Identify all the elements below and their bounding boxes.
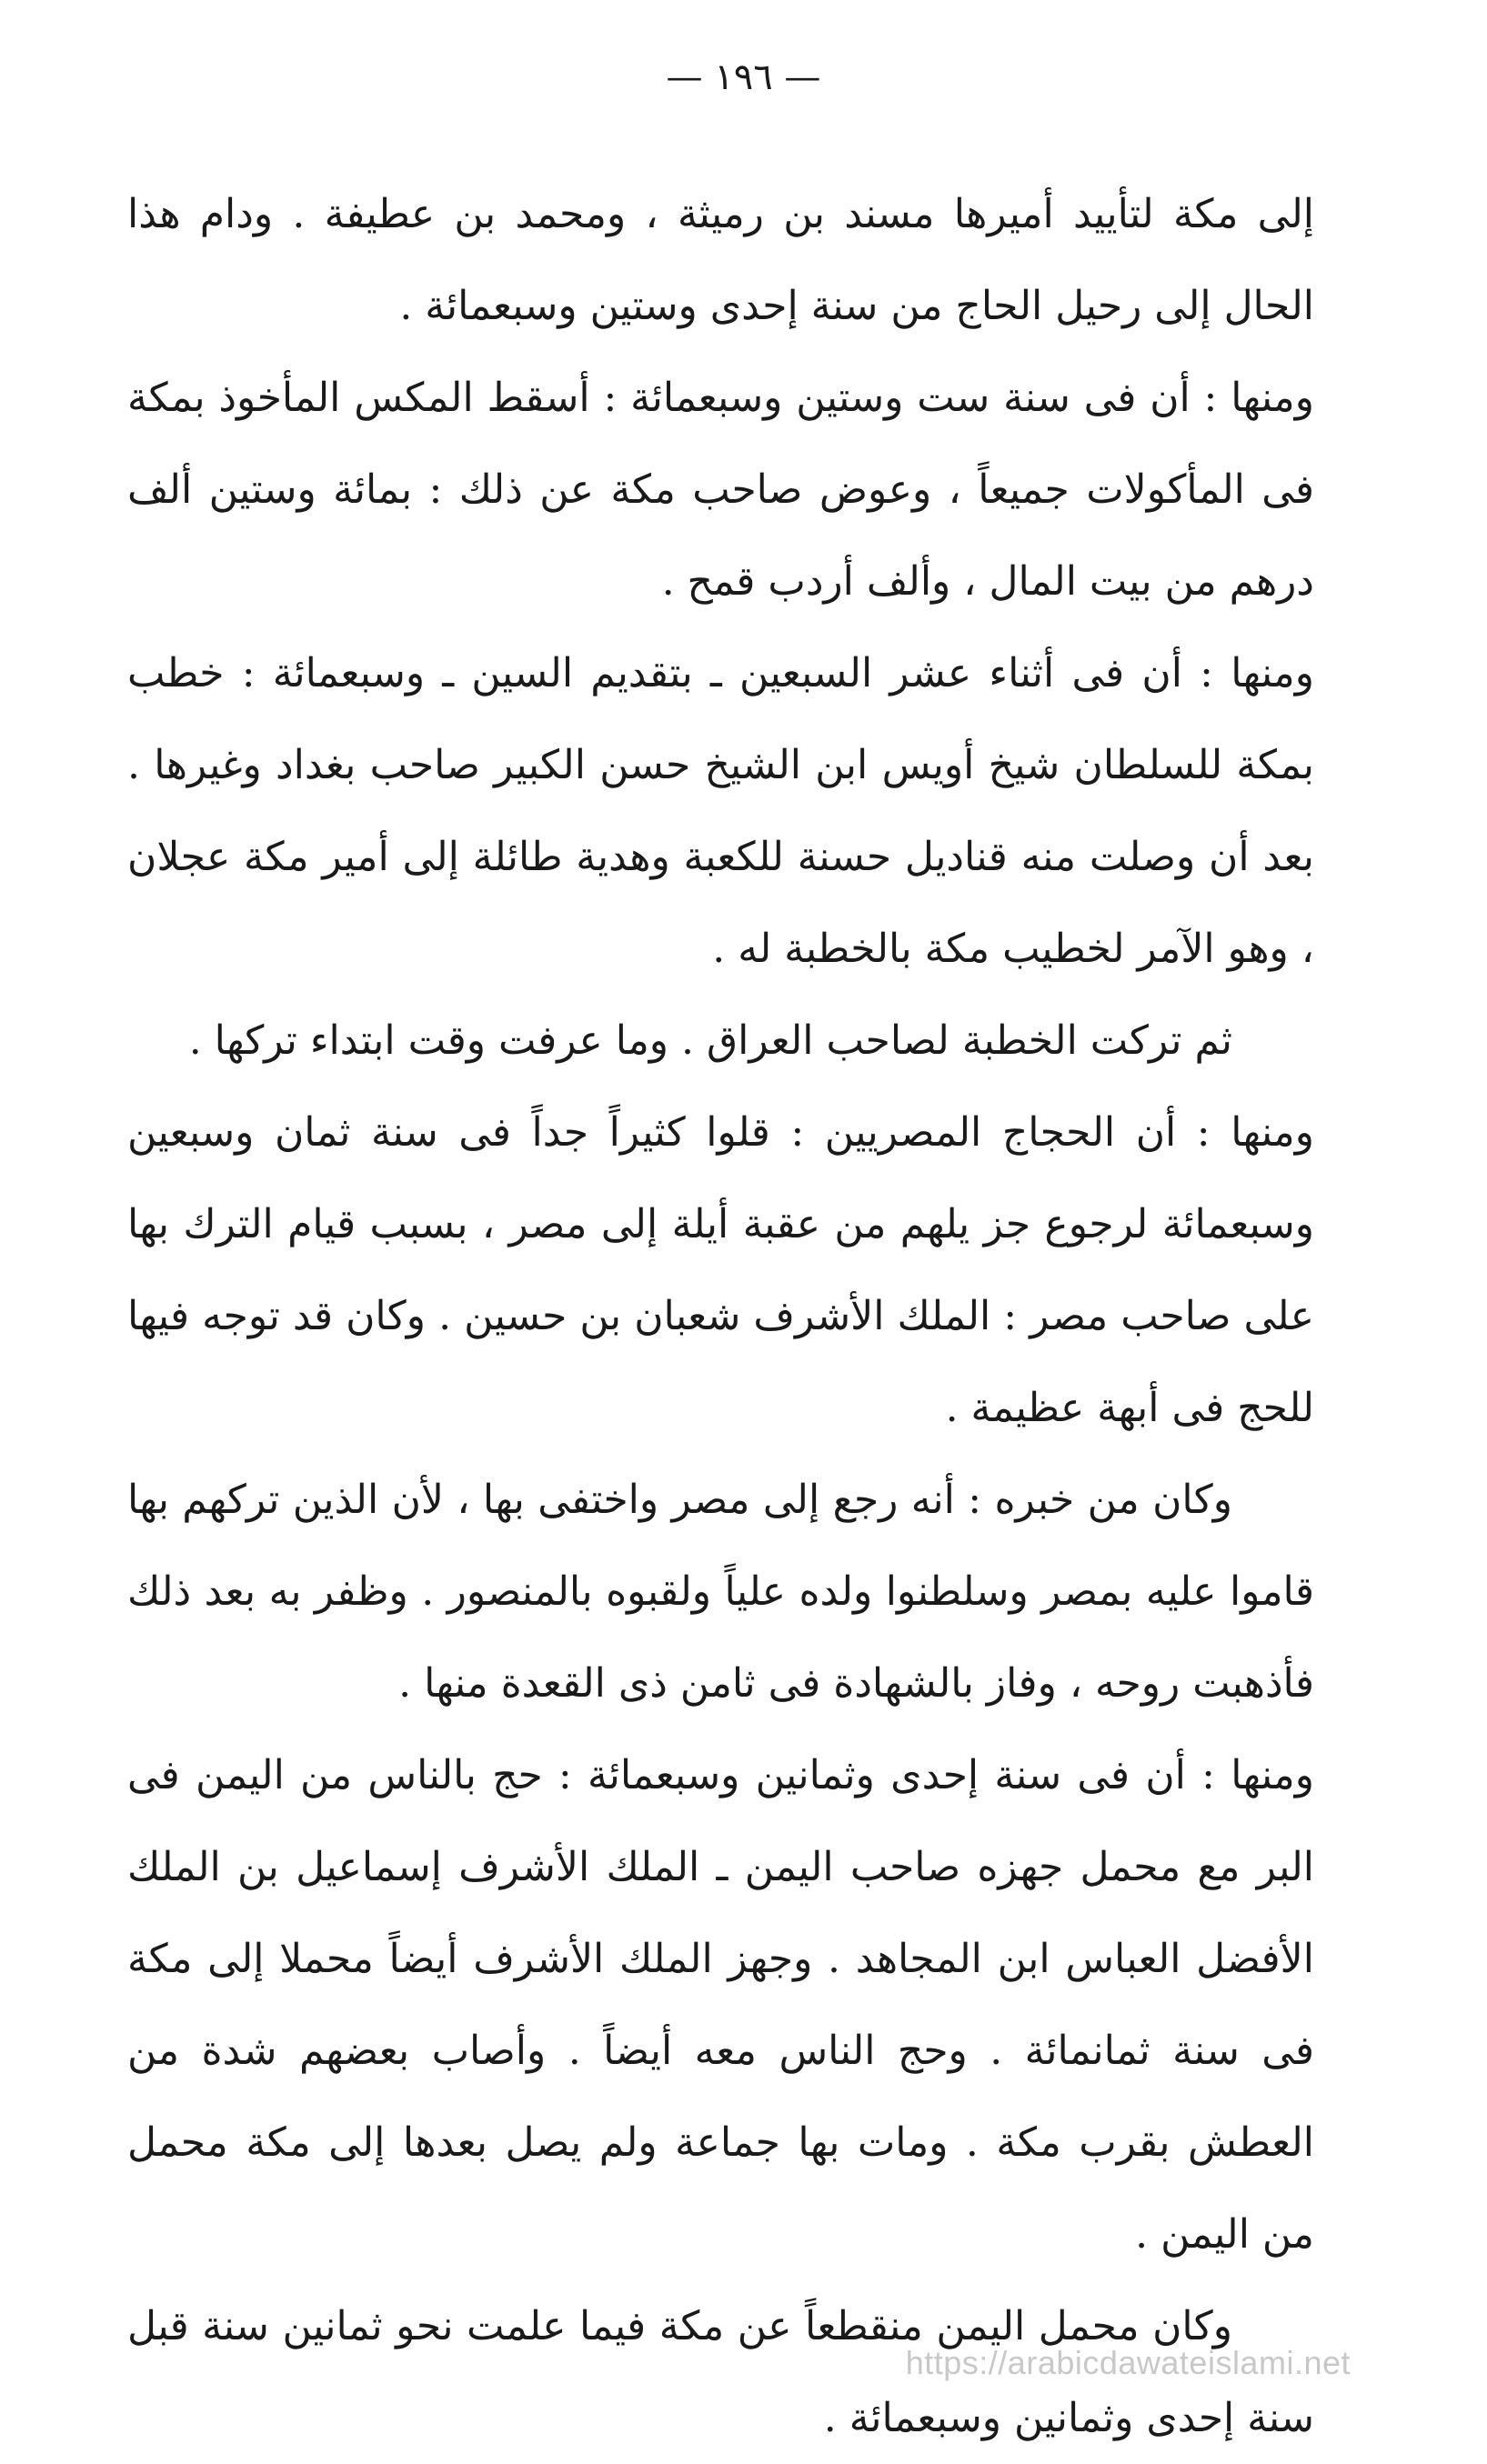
- watermark-url: https://arabicdawateislami.net: [905, 2344, 1351, 2381]
- paragraph-7: ومنها : أن فى سنة إحدى وثمانين وسبعمائة : حج بالناس من اليمن فى البر مع محمل جهزه صاحب اليمن ـ الملك الأشرف إسماعيل بن الملك الأفضل العباس ابن المجاهد . وجهز الملك الأشرف أيضاً محملا إلى مكة فى سنة ثمانمائة . وحج الناس معه أيضاً . وأصاب بعضهم شدة من العطش بقرب مكة . ومات بها جماعة ولم يصل بعدها إلى مكة محمل من اليمن .: [127, 1752, 1314, 2258]
- paragraph-1: إلى مكة لتأييد أميرها مسند بن رميثة ، ومحمد بن عطيفة . ودام هذا الحال إلى رحيل الحاج من سنة إحدى وستين وسبعمائة .: [127, 191, 1314, 329]
- paragraph-3: ومنها : أن فى أثناء عشر السبعين ـ بتقديم السين ـ وسبعمائة : خطب بمكة للسلطان شيخ أويس ابن الشيخ حسن الكبير صاحب بغداد وغيرها . بعد أن وصلت منه قناديل حسنة للكعبة وهدية طائلة إلى أمير مكة عجلان ، وهو الآمر لخطيب مكة بالخطبة له .: [127, 650, 1314, 972]
- paragraph-4: ثم تركت الخطبة لصاحب العراق . وما عرفت وقت ابتداء تركها .: [188, 1017, 1232, 1064]
- paragraph-2: ومنها : أن فى سنة ست وستين وسبعمائة : أسقط المكس المأخوذ بمكة فى المأكولات جميعاً ، وعوض صاحب مكة عن ذلك : بمائة وستين ألف درهم من بيت المال ، وألف أردب قمح .: [127, 375, 1314, 605]
- paragraph-5: ومنها : أن الحجاج المصريين : قلوا كثيراً جداً فى سنة ثمان وسبعين وسبعمائة لرجوع جز يلهم من عقبة أيلة إلى مصر ، بسبب قيام الترك بها على صاحب مصر : الملك الأشرف شعبان بن حسين . وكان قد توجه فيها للحج فى أبهة عظيمة .: [127, 1109, 1314, 1431]
- page-body: [127, 168, 1314, 2464]
- page-number: — ١٩٦ —: [666, 56, 821, 98]
- paragraph-8: وكان محمل اليمن منقطعاً عن مكة فيما علمت نحو ثمانين سنة قبل سنة إحدى وثمانين وسبعمائة .: [127, 2303, 1314, 2441]
- paragraph-6: وكان من خبره : أنه رجع إلى مصر واختفى بها ، لأن الذين تركهم بها قاموا عليه بمصر وسلطنوا ولده علياً ولقبوه بالمنصور . وظفر به بعد ذلك فأذهبت روحه ، وفاز بالشهادة فى ثامن ذى القعدة منها .: [127, 1477, 1314, 1707]
